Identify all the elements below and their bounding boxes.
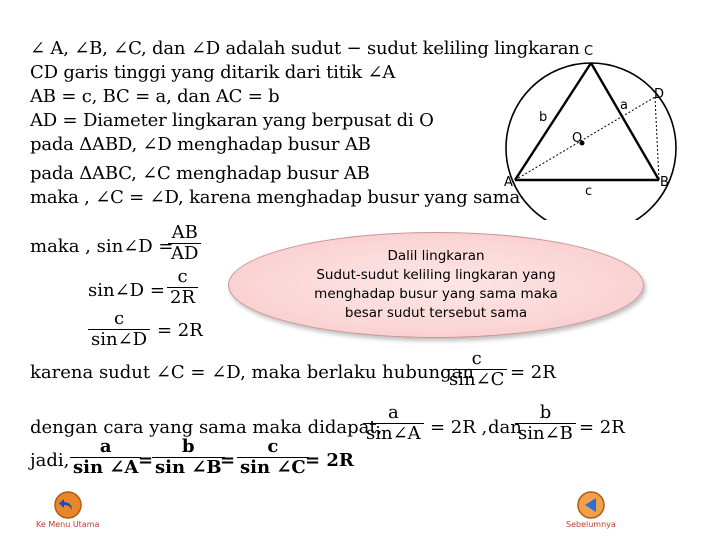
intro-line-1: ∠ A, ∠B, ∠C, dan ∠D adalah sudut − sudut keliling lingkaran <box>30 38 580 59</box>
side-b-line <box>515 63 591 180</box>
fraction-numerator: c <box>114 308 125 329</box>
final-equals-2: = <box>220 450 236 471</box>
conclusion-text: karena sudut ∠C = ∠D, maka berlaku hubungan <box>30 362 474 383</box>
label-o-center: O <box>572 131 583 146</box>
fraction-numerator: c <box>267 436 279 457</box>
return-arrow-icon <box>53 490 83 520</box>
previous-nav-label: Sebelumnya <box>566 520 616 529</box>
side-a-line <box>591 63 659 180</box>
intro-line-6: pada ΔABC, ∠C menghadap busur AB <box>30 163 370 184</box>
final-jadi: jadi, <box>30 450 70 471</box>
fraction-denominator: sin∠D <box>88 329 150 350</box>
similar-dan: dan <box>488 417 522 438</box>
back-triangle-icon <box>576 490 606 520</box>
callout-line-2: menghadap busur yang sama maka <box>314 286 558 302</box>
intro-line-4: AD = Diameter lingkaran yang berpusat di O <box>30 110 434 131</box>
fraction-b-over-sinb <box>515 403 576 444</box>
final-fraction-b <box>152 437 225 478</box>
fraction-denominator: sin ∠A <box>70 457 141 478</box>
final-fraction-a <box>70 437 141 478</box>
previous-nav-button[interactable] <box>566 490 616 529</box>
similar-text: dengan cara yang sama maka didapat, <box>30 417 383 438</box>
label-side-b: b <box>539 110 548 125</box>
step2-prefix: sin∠D = <box>88 280 165 301</box>
fraction-a-over-sina <box>363 403 424 444</box>
label-side-a: a <box>620 98 628 113</box>
step3-rhs: = 2R <box>157 320 203 341</box>
fraction-numerator: a <box>387 402 399 423</box>
final-equals-1: = <box>138 450 154 471</box>
circle-diagram <box>495 40 695 220</box>
label-d-vertex: D <box>654 87 665 102</box>
final-rhs: = 2R <box>305 450 354 471</box>
label-b-vertex: B <box>660 175 669 190</box>
label-a-vertex: A <box>504 175 513 190</box>
fraction-denominator: AD <box>168 243 201 264</box>
intro-line-2: CD garis tinggi yang ditarik dari titik ∠A <box>30 62 396 83</box>
similar-b-rhs: = 2R <box>579 417 625 438</box>
fraction-numerator: b <box>539 402 552 423</box>
similar-a-rhs: = 2R , <box>430 417 488 438</box>
conclusion-rhs: = 2R <box>510 362 556 383</box>
fraction-denominator: 2R <box>167 287 198 308</box>
fraction-denominator: sin∠B <box>515 423 576 444</box>
theorem-callout <box>228 232 644 338</box>
fraction-denominator: sin∠C <box>446 369 507 390</box>
fraction-numerator: a <box>99 436 112 457</box>
step1-prefix: maka , sin∠D = <box>30 236 174 257</box>
label-side-c: c <box>585 184 593 199</box>
fraction-numerator: c <box>177 266 188 287</box>
fraction-c-over-sinc <box>446 349 507 390</box>
fraction-ab-over-ad <box>168 223 201 264</box>
fraction-c-over-2r <box>167 267 198 308</box>
final-fraction-c <box>237 437 309 478</box>
fraction-denominator: sin ∠C <box>237 457 309 478</box>
callout-title: Dalil lingkaran <box>387 248 485 264</box>
home-nav-label: Ke Menu Utama <box>36 520 100 529</box>
callout-line-1: Sudut-sudut keliling lingkaran yang <box>316 267 556 283</box>
intro-line-3: AB = c, BC = a, dan AC = b <box>30 86 280 107</box>
intro-line-7: maka , ∠C = ∠D, karena menghadap busur yang sama <box>30 187 521 208</box>
fraction-denominator: sin∠A <box>363 423 424 444</box>
fraction-numerator: AB <box>171 222 198 243</box>
fraction-denominator: sin ∠B <box>152 457 225 478</box>
intro-line-5: pada ΔABD, ∠D menghadap busur AB <box>30 134 371 155</box>
fraction-numerator: c <box>471 348 482 369</box>
label-c-vertex: C <box>584 44 594 59</box>
fraction-c-over-sind <box>88 309 150 350</box>
callout-line-3: besar sudut tersebut sama <box>344 305 528 321</box>
fraction-numerator: b <box>182 436 195 457</box>
home-nav-button[interactable] <box>36 490 99 529</box>
chord-db-line <box>655 97 659 180</box>
